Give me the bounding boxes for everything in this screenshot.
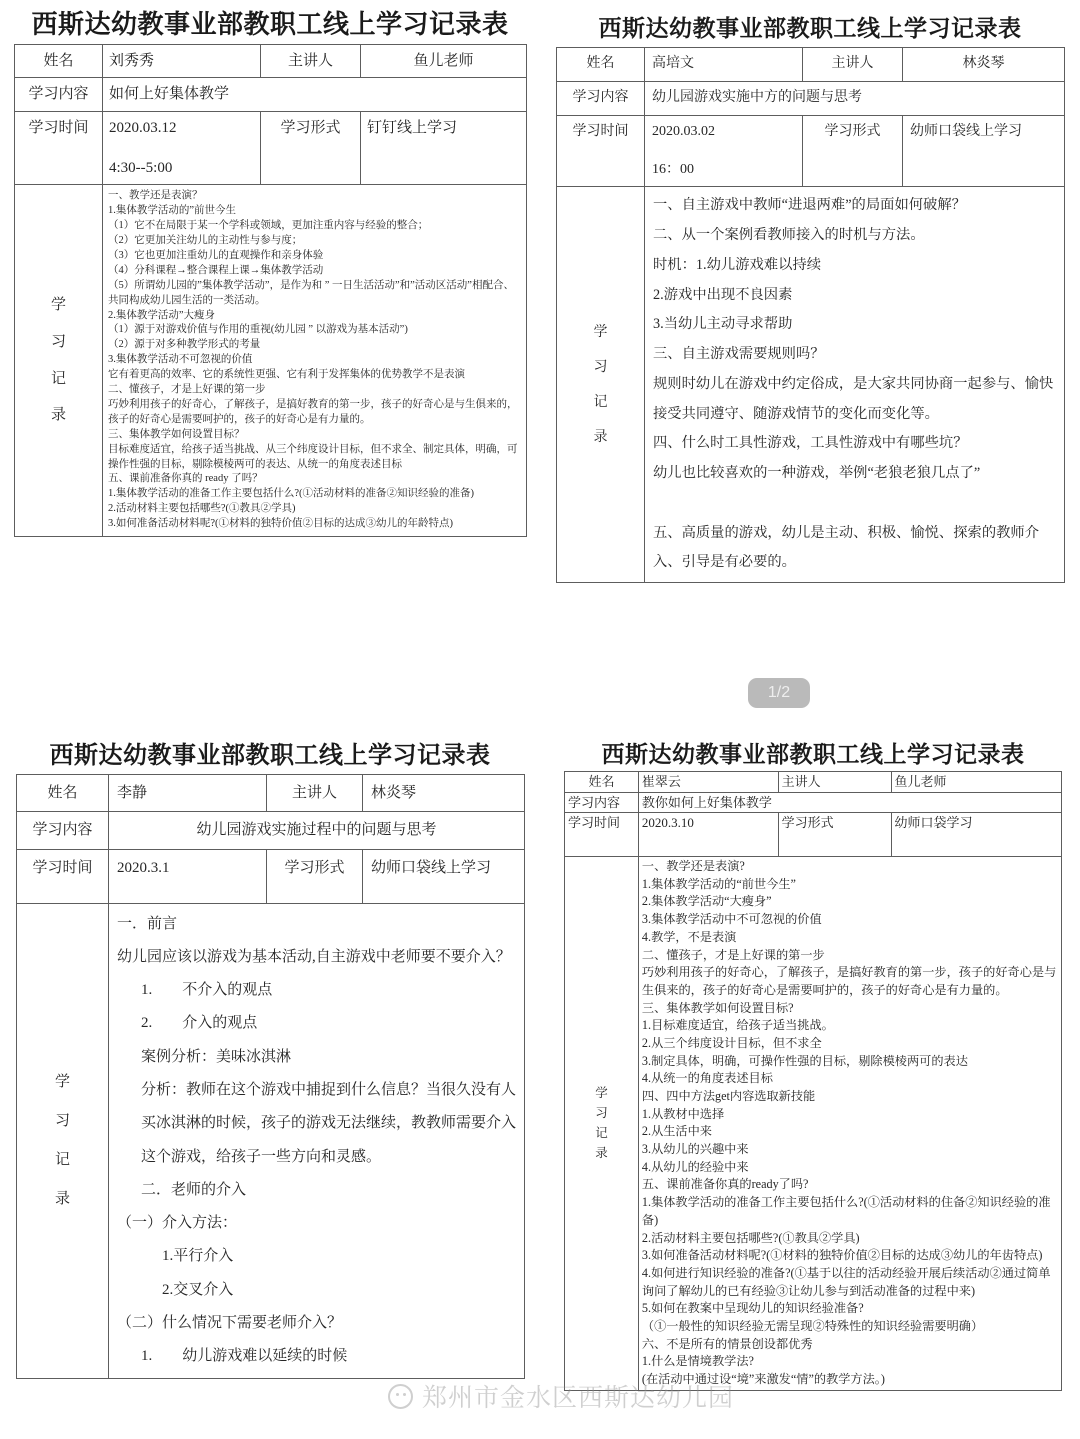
body-line: 2.游戏中出现不良因素	[653, 286, 793, 303]
table-row	[557, 115, 1065, 187]
body-line: 3.集体教学活动不可忽视的价值	[108, 354, 253, 366]
body-line: 五、课前准备你真的 ready 了吗？	[108, 473, 263, 485]
value-time	[103, 111, 261, 185]
table-row	[565, 857, 1062, 1391]
table-row	[565, 813, 1062, 857]
body-line: 1.从教材中选择	[641, 1106, 725, 1121]
record-table-d	[564, 771, 1062, 1391]
record-char: 记	[50, 370, 66, 387]
body-line: 3.如何准备活动材料呢?(①材料的独特价值②目标的达成③幼儿的年龄特点)	[108, 518, 454, 530]
label-content: 学习内容	[557, 81, 645, 115]
body-line: 四、四中方法get内容选取新技能	[641, 1089, 816, 1104]
record-table-a	[14, 44, 527, 537]
label-form: 学习形式	[267, 849, 363, 903]
body-line: 3.如何准备活动材料呢?(①材料的独特价值②目标的达成③幼儿的年齿特点)	[641, 1248, 1043, 1263]
record-char: 习	[50, 333, 66, 350]
body-line: (在活动中通过设“境”来激发“情”的教学方法。)	[641, 1372, 885, 1387]
body-line: 五、高质量的游戏，幼儿是主动、积极、愉悦、探索的教师介入、引导是有必要的。	[653, 524, 1040, 571]
record-panel-b	[556, 10, 1064, 583]
body-line: 案例分析：美味冰淇淋	[141, 1048, 292, 1065]
body-line: 二、懂孩子，才是上好课的第一步	[108, 384, 266, 396]
table-row	[557, 187, 1065, 583]
body-line: 2.交叉介入	[162, 1281, 234, 1298]
body-line: 一、教学还是表演?	[641, 859, 745, 874]
body-line: 1.目标难度适宜，给孩子适当挑战。	[641, 1018, 834, 1033]
value-form: 幼师口袋线上学习	[363, 849, 525, 903]
body-line: （1）它不在局限于某一个学科或领域，更加注重内容与经验的整合；	[108, 220, 429, 232]
label-speaker: 主讲人	[803, 48, 903, 82]
record-table-b	[556, 47, 1065, 583]
value-time	[645, 115, 803, 187]
label-content: 学习内容	[17, 812, 109, 849]
body-line: （二）什么情况下需要老师介入？	[117, 1315, 343, 1332]
body-line: （2）源于对多种教学形式的考量	[108, 339, 261, 351]
body-line: 1.什么是情境教学法?	[641, 1354, 754, 1369]
body-line: 四、什么时工具性游戏，工具性游戏中有哪些坑？	[653, 435, 968, 452]
body-line: 1. 不介入的观点	[141, 982, 273, 999]
record-char: 学	[595, 1086, 608, 1101]
record-char: 记	[54, 1151, 70, 1168]
label-speaker: 主讲人	[267, 775, 363, 812]
body-line: 5.如何在教案中呈现幼儿的知识经验准备?	[641, 1301, 864, 1316]
label-form: 学习形式	[261, 111, 361, 185]
table-row	[15, 45, 527, 78]
body-line: 二．老师的介入	[141, 1181, 247, 1198]
body-line: 五、课前准备你真的ready了吗?	[641, 1177, 809, 1192]
body-line: 4.如何进行知识经验的准备?(①基于以往的活动经验开展后续活动②通过简单询问了解幼儿的已有经验③让幼儿参与到活动准备的过程中来)	[641, 1265, 1051, 1298]
record-char: 录	[54, 1190, 70, 1207]
body-line: 3.制定具体，明确，可操作性强的目标，剔除模棱两可的表达	[641, 1053, 968, 1068]
body-line: 一、自主游戏中教师“进退两难”的局面如何破解？	[653, 197, 966, 214]
page-indicator-badge: 1/2	[748, 678, 810, 708]
label-time: 学习时间	[565, 813, 639, 857]
body-line: （1）源于对游戏价值与作用的重视(幼儿园 ” 以游戏为基本活动”)	[108, 324, 408, 336]
value-time-date: 2020.03.12	[109, 119, 177, 136]
page-title: 西斯达幼教事业部教职工线上学习记录表	[31, 10, 509, 39]
record-char: 习	[54, 1112, 70, 1129]
value-content: 幼儿园游戏实施中方的问题与思考	[645, 81, 1065, 115]
record-char: 学	[50, 297, 66, 314]
label-content: 学习内容	[565, 792, 639, 813]
body-line-blank	[653, 489, 1056, 519]
body-line: （2）它更加关注幼儿的主动性与参与度；	[108, 234, 303, 246]
body-line: 1.集体教学活动的准备工作主要包括什么?(①活动材料的准备②知识经验的准备)	[108, 488, 475, 500]
body-line: 1.平行介入	[162, 1248, 234, 1265]
page-title: 西斯达幼教事业部教职工线上学习记录表	[598, 16, 1022, 41]
body-line: 巧妙利用孩子的好奇心，了解孩子，是搞好教育的第一步，孩子的好奇心是与生俱来的，孩子的好奇心是需要呵护的，孩子的好奇心是有力量的。	[108, 398, 518, 425]
body-line: 1.集体教学活动的准备工作主要包括什么?(①活动材料的住备②知识经验的准备)	[641, 1195, 1051, 1227]
record-panel-d	[564, 736, 1062, 1391]
body-line: 幼儿园应该以游戏为基本活动,自主游戏中老师要不要介入？	[117, 948, 511, 965]
body-line: （一）介入方法：	[117, 1215, 238, 1232]
table-row	[15, 185, 527, 537]
body-line: 2.从三个纬度设计目标，但不求全	[641, 1035, 822, 1050]
table-row	[565, 772, 1062, 793]
label-content: 学习内容	[15, 78, 103, 111]
label-record	[557, 187, 645, 583]
body-line: 4.从统一的角度表述目标	[641, 1071, 773, 1086]
label-time: 学习时间	[17, 849, 109, 903]
label-name: 姓名	[557, 48, 645, 82]
record-panel-a	[14, 4, 526, 537]
body-line: 一．前言	[117, 915, 178, 932]
value-speaker: 林炎琴	[363, 775, 525, 812]
value-content: 教你如何上好集体教学	[638, 792, 1061, 813]
label-form: 学习形式	[778, 813, 891, 857]
record-char: 记	[595, 1126, 608, 1141]
label-form: 学习形式	[803, 115, 903, 187]
value-time: 2020.3.1	[109, 849, 267, 903]
body-line: 1.集体教学活动的”前世今生	[108, 205, 237, 217]
body-line: 3.从幼儿的兴趣中来	[641, 1142, 749, 1157]
record-panel-c	[16, 735, 524, 1379]
table-row	[557, 81, 1065, 115]
record-body-b	[645, 187, 1065, 583]
record-body-a	[103, 185, 527, 537]
body-line: 2.集体教学活动”大瘦身	[108, 309, 216, 321]
record-body-c	[109, 903, 525, 1378]
body-line: 二、从一个案例看教师接入的时机与方法。	[653, 227, 925, 244]
value-name: 李静	[109, 775, 267, 812]
value-content: 如何上好集体教学	[103, 78, 527, 111]
record-table-c	[16, 774, 525, 1379]
value-time-clock: 4:30--5:00	[109, 160, 173, 176]
label-time: 学习时间	[557, 115, 645, 187]
watermark-text: 郑州市金水区西斯达幼儿园	[422, 1384, 735, 1412]
value-speaker: 鱼儿老师	[891, 772, 1061, 793]
table-row	[15, 78, 527, 111]
body-line: 1.集体教学活动的“前世今生”	[641, 876, 796, 891]
body-line: 分析：教师在这个游戏中捕捉到什么信息？当很久没有人买冰淇淋的时候，孩子的游戏无法继续，教教师需要介入这个游戏，给孩子一些方向和灵感。	[141, 1081, 517, 1165]
body-line: 规则时幼儿在游戏中约定俗成，是大家共同协商一起参与、愉快接受共同遵守、随游戏情节的变化而变化等。	[653, 375, 1054, 422]
label-speaker: 主讲人	[778, 772, 891, 793]
table-row	[565, 792, 1062, 813]
body-line: 幼儿也比较喜欢的一种游戏，举例“老狼老狼几点了”	[653, 465, 981, 482]
body-line: 2. 介入的观点	[141, 1015, 258, 1032]
value-name: 刘秀秀	[103, 45, 261, 78]
record-char: 习	[593, 359, 608, 375]
body-line: （5）所谓幼儿园的”集体教学活动”，是作为和 ” 一日生活活动”和”活动区活动”相配合、共同构成幼儿园生活的一类活动。	[108, 279, 514, 306]
body-line: 2.从生活中来	[641, 1124, 712, 1139]
table-row	[17, 903, 525, 1378]
record-char: 习	[595, 1106, 608, 1121]
body-line: 1. 幼儿游戏难以延续的时候	[141, 1348, 348, 1365]
label-record	[17, 903, 109, 1378]
body-line: 一、教学还是表演？	[108, 190, 203, 202]
page-title: 西斯达幼教事业部教职工线上学习记录表	[49, 743, 491, 769]
body-line: （①一般性的知识经验无需呈现②特殊性的知识经验需要明确）	[641, 1318, 984, 1333]
page-title: 西斯达幼教事业部教职工线上学习记录表	[601, 742, 1025, 767]
record-char: 记	[593, 394, 608, 410]
body-line: 二、懂孩子，才是上好课的第一步	[641, 947, 825, 962]
body-line: 目标难度适宜，给孩子适当挑战、从三个纬度设计目标，但不求全、制定具体，明确，可操作性强的目标，剔除模棱两可的表达、从统一的角度表述目标	[108, 443, 518, 470]
value-time-clock: 16：00	[652, 161, 694, 177]
table-row	[17, 812, 525, 849]
body-line: 2.活动材料主要包括哪些?(①教具②学具)	[641, 1230, 860, 1245]
body-line: （3）它也更加注重幼儿的直观操作和亲身体验	[108, 249, 324, 261]
label-record	[565, 857, 639, 1391]
body-line: 三、集体教学如何设置目标?	[641, 1000, 794, 1015]
record-char: 学	[593, 324, 608, 340]
value-form: 幼师口袋学习	[891, 813, 1061, 857]
table-row	[17, 849, 525, 903]
body-line: 3.集体教学活动中不可忽视的价值	[641, 912, 822, 927]
label-name: 姓名	[565, 772, 639, 793]
label-record	[15, 185, 103, 537]
record-char: 学	[54, 1073, 70, 1090]
value-form: 钉钉线上学习	[361, 111, 527, 185]
body-line: （4）分科课程→整合课程上课→集体教学活动	[108, 264, 324, 276]
value-name: 崔翠云	[638, 772, 778, 793]
value-speaker: 鱼儿老师	[361, 45, 527, 78]
table-row	[15, 111, 527, 185]
value-name: 高培文	[645, 48, 803, 82]
table-row	[557, 48, 1065, 82]
value-speaker: 林炎琴	[903, 48, 1065, 82]
record-char: 录	[50, 407, 66, 424]
wechat-icon	[388, 1384, 413, 1409]
label-name: 姓名	[17, 775, 109, 812]
value-form: 幼师口袋线上学习	[903, 115, 1065, 187]
label-speaker: 主讲人	[261, 45, 361, 78]
value-content: 幼儿园游戏实施过程中的问题与思考	[109, 812, 525, 849]
record-char: 录	[595, 1146, 608, 1161]
value-time: 2020.3.10	[638, 813, 778, 857]
label-time: 学习时间	[15, 111, 103, 185]
label-name: 姓名	[15, 45, 103, 78]
body-line: 3.当幼儿主动寻求帮助	[653, 316, 793, 333]
body-line: 4.从幼儿的经验中来	[641, 1159, 749, 1174]
body-line: 2.活动材料主要包括哪些?(①教具②学具)	[108, 503, 296, 515]
body-line: 三、自主游戏需要规则吗？	[653, 346, 825, 363]
body-line: 巧妙利用孩子的好奇心，了解孩子，是搞好教育的第一步，孩子的好奇心是与生俱来的，孩子的好奇心是需要呵护的，孩子的好奇心是有力量的。	[641, 965, 1057, 997]
record-char: 录	[593, 429, 608, 445]
body-line: 三、集体教学如何设置目标？	[108, 428, 245, 440]
body-line: 4.教学，不是表演	[641, 929, 737, 944]
body-line: 六、不是所有的情景创设都优秀	[641, 1336, 813, 1351]
body-line: 2.集体教学活动“大瘦身”	[641, 894, 772, 909]
body-line: 它有着更高的效率、它的系统性更强、它有利于发挥集体的优势教学不是表演	[108, 369, 465, 381]
table-row	[17, 775, 525, 812]
body-line: 时机：1.幼儿游戏难以持续	[653, 256, 821, 273]
value-time-date: 2020.03.02	[652, 123, 715, 139]
record-body-d	[638, 857, 1061, 1391]
